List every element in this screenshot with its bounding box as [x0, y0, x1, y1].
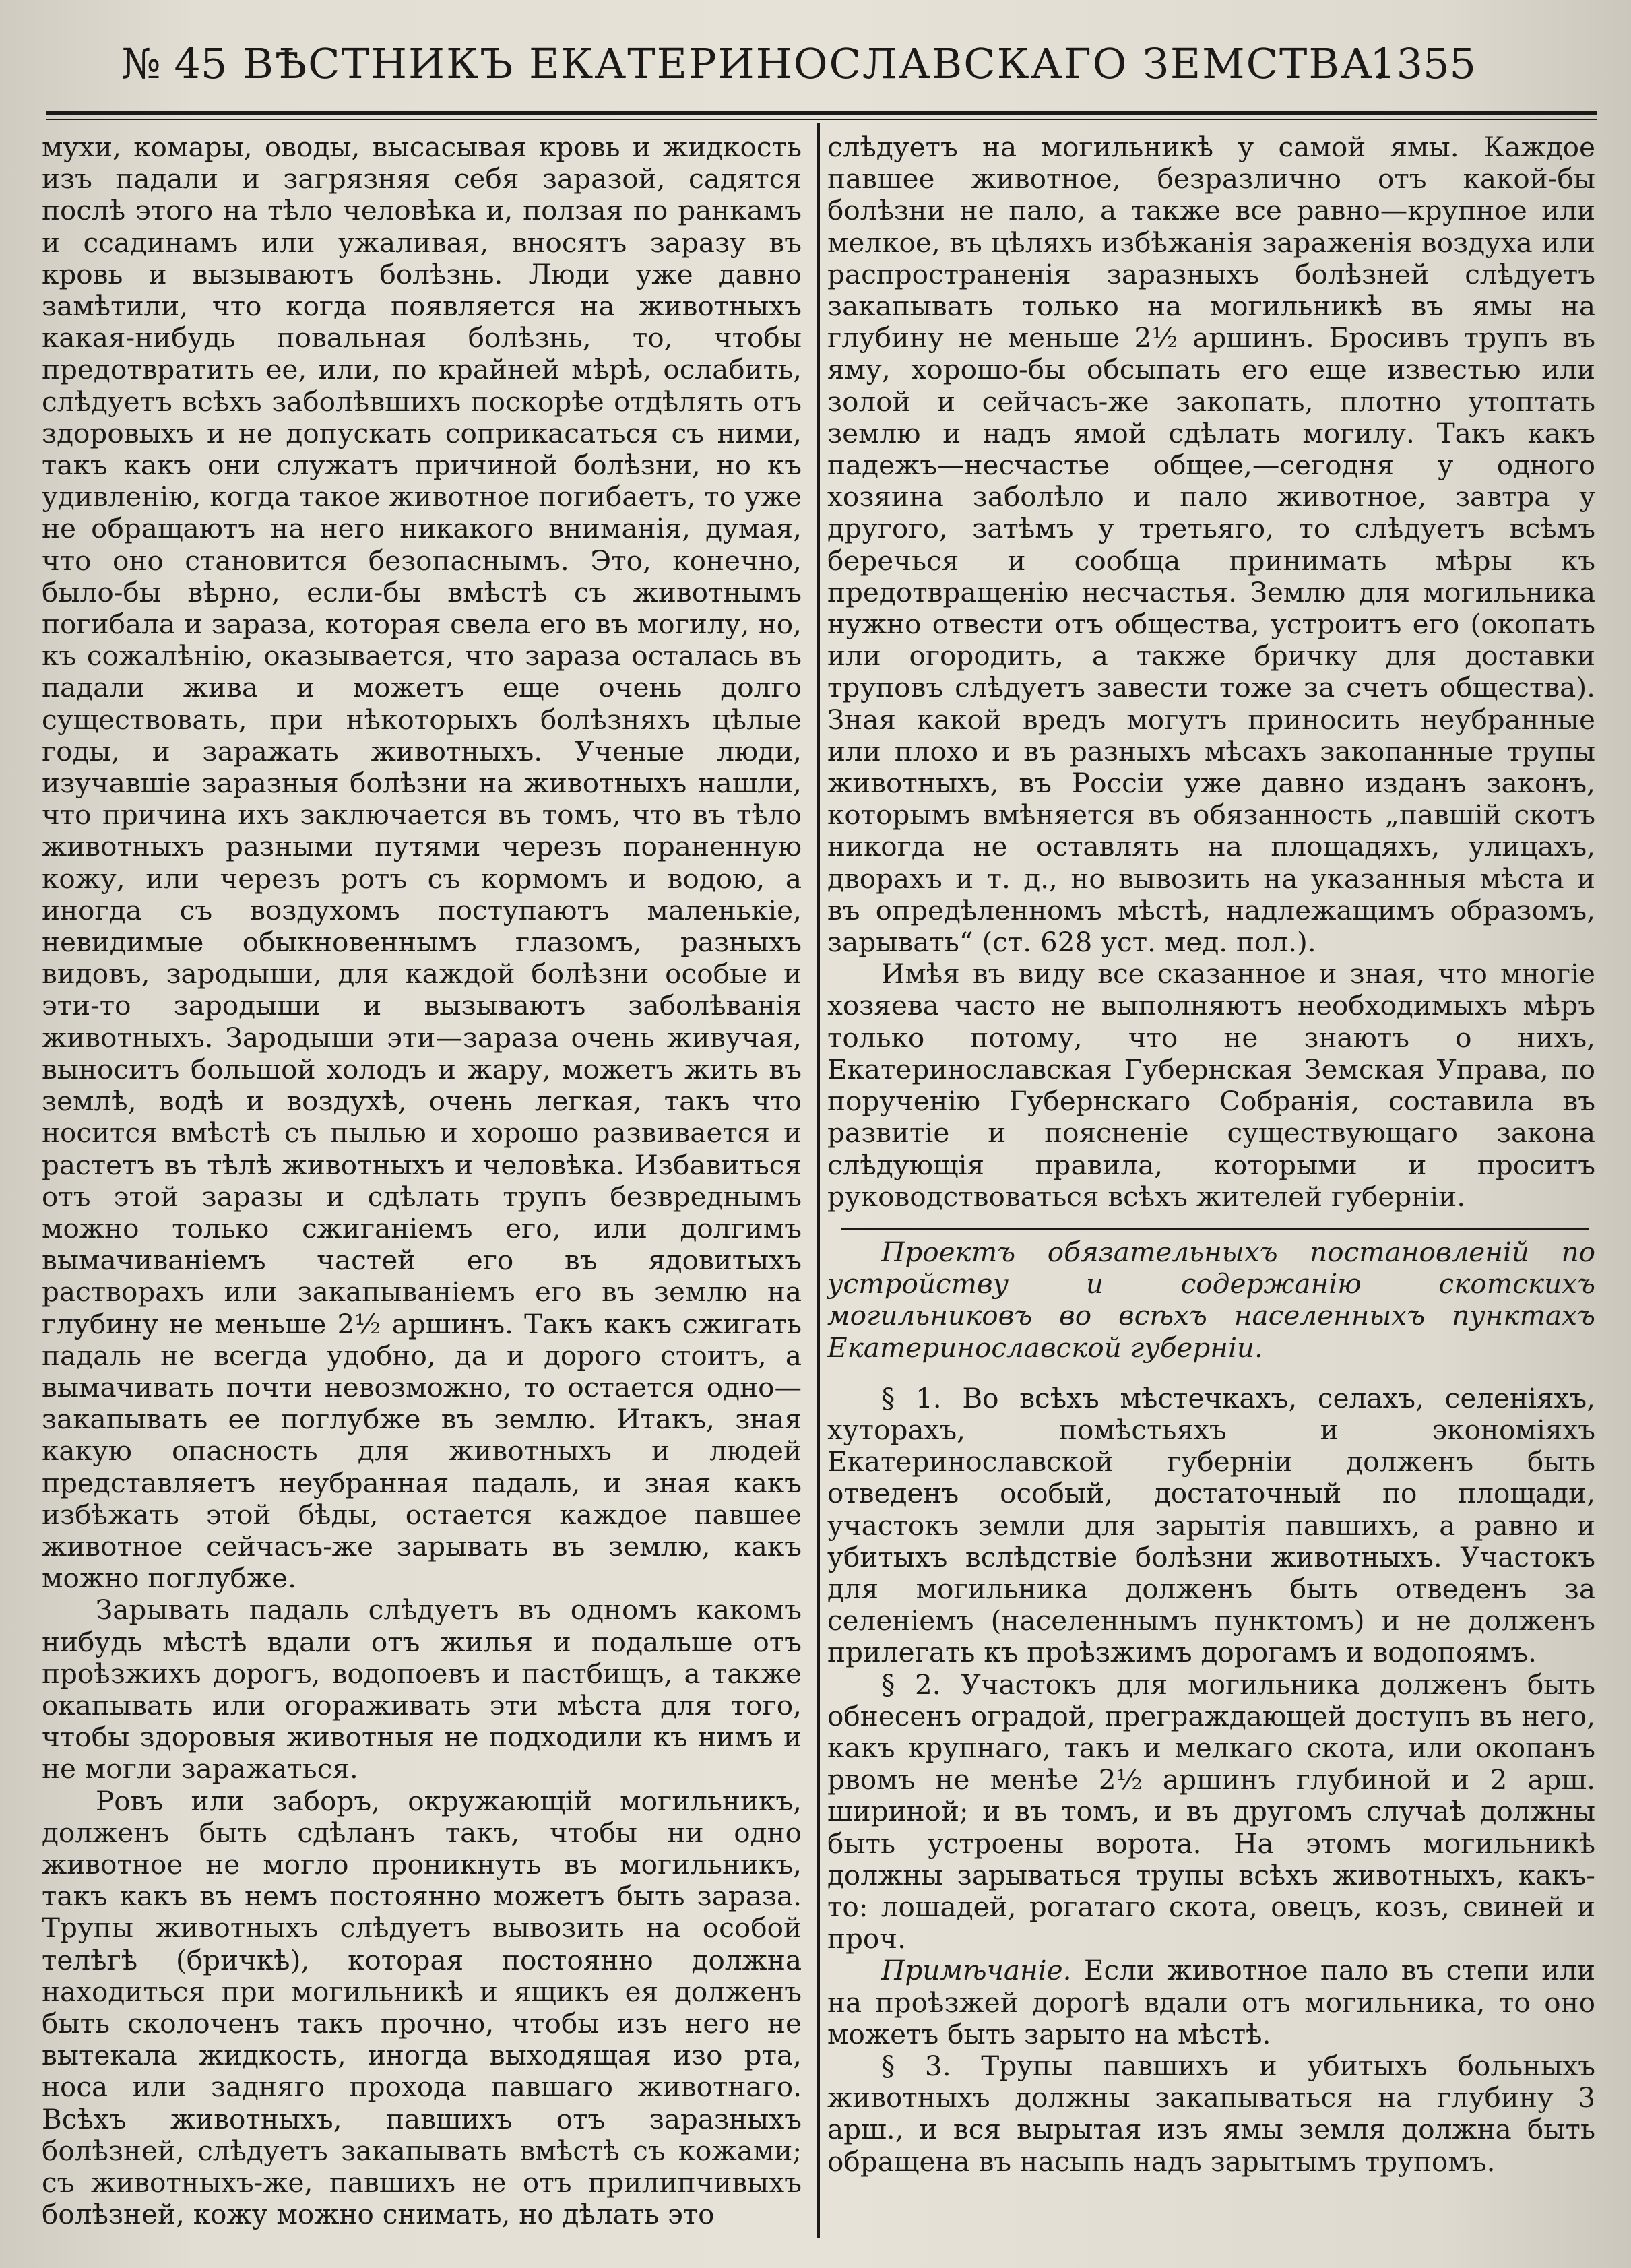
right-paragraph-2: Имѣя въ виду все сказанное и зная, что многіе хозяева часто не выполняютъ необходимыхъ мѣръ только потому, что не знаютъ о нихъ, Екатеринославская Губернская Земская Управа, по порученію Губернскаго Собранія, составила въ развитіе и поясненіе существующаго закона слѣдующія правила, которыми и проситъ руководствоваться всѣхъ жителей губерніи. [827, 957, 1595, 1213]
note-title: Примѣчаніе. [881, 1954, 1072, 1987]
right-column [827, 131, 1595, 2240]
project-title: Проектъ обязательныхъ постановленій по устройству и содержанію скотскихъ могильниковъ во всѣхъ населенныхъ пунктахъ Екатеринославской губерніи. [827, 1235, 1595, 1364]
left-column [42, 131, 802, 2240]
note-paragraph [827, 1955, 1595, 2050]
page-header [40, 27, 1591, 101]
left-paragraph-1: мухи, комары, оводы, высасывая кровь и жидкость изъ падали и загрязняя себя заразой, садятся послѣ этого на тѣло человѣка и, ползая по ранкамъ и ссадинамъ или ужаливая, вносятъ заразу въ кровь и вызываютъ болѣзнь. Люди уже давно замѣтили, что когда появляется на животныхъ какая-нибудь повальная болѣзнь, то, чтобы предотвратить ее, или, по крайней мѣрѣ, ослабить, слѣдуетъ всѣхъ заболѣвшихъ поскорѣе отдѣлять отъ здоровыхъ и не допускать соприкасаться съ ними, такъ какъ они служатъ причиной болѣзни, но къ удивленію, когда такое животное погибаетъ, то уже не обращаютъ на него никакого вниманія, думая, что оно становится безопаснымъ. Это, конечно, было-бы вѣрно, если-бы вмѣстѣ съ животнымъ погибала и зараза, которая свела его въ могилу, но, къ сожалѣнію, оказывается, что зараза осталась въ падали жива и можетъ еще очень долго существовать, при нѣкоторыхъ болѣзняхъ цѣлые годы, и заражать животныхъ. Ученые люди, изучавшіе заразныя болѣзни на животныхъ нашли, что причина ихъ заключается въ томъ, что въ тѣло животныхъ разными путями черезъ пораненную кожу, или черезъ ротъ съ кормомъ и водою, а иногда съ воздухомъ поступаютъ маленькіе, невидимые обыкновеннымъ глазомъ, разныхъ видовъ, зародыши, для каждой болѣзни особые и эти-то зародыши и вызываютъ заболѣванія животныхъ. Зародыши эти—зараза очень живучая, выноситъ большой холодъ и жару, можетъ жить въ землѣ, водѣ и воздухѣ, очень легкая, такъ что носится вмѣстѣ съ пылью и хорошо развивается и растетъ въ тѣлѣ животныхъ и человѣка. Избавиться отъ этой заразы и сдѣлать трупъ безвреднымъ можно только сжиганіемъ его, или долгимъ вымачиваніемъ частей его въ ядовитыхъ растворахъ или закапываніемъ его въ землю на глубину не меньше 2½ аршинъ. Такъ какъ сжигать падаль не всегда удобно, да и дорого стоитъ, а вымачивать почти невозможно, то остается одно—закапывать ее поглубже въ землю. Итакъ, зная какую опасность для животныхъ и людей представляетъ неубранная падаль, и зная какъ избѣжать этой бѣды, остается каждое павшее животное сейчасъ-же зарывать въ землю, какъ можно поглубже. [42, 131, 802, 1595]
page-number: 1355 [1370, 39, 1476, 88]
section-2: § 2. Участокъ для могильника долженъ быть обнесенъ оградой, преграждающей доступъ въ него, какъ крупнаго, такъ и мелкаго скота, или окопанъ рвомъ не менѣе 2½ аршинъ глубиной и 2 арш. шириной; и въ томъ, и въ другомъ случаѣ должны быть устроены ворота. На этомъ могильникѣ должны зарываться трупы всѣхъ животныхъ, какъ-то: лошадей, рогатаго скота, овецъ, козъ, свиней и проч. [827, 1668, 1595, 1955]
section-3: § 3. Трупы павшихъ и убитыхъ больныхъ животныхъ должны закапываться на глубину 3 арш., и вся вырытая изъ ямы земля должна быть обращена въ насыпь надъ зарытымъ трупомъ. [827, 2049, 1595, 2178]
header-rule-thick [46, 111, 1597, 115]
journal-title: ВѢСТНИКЪ ЕКАТЕРИНОСЛАВСКАГО ЗЕМСТВА. [243, 39, 1388, 88]
header-rule-thin [46, 119, 1597, 120]
left-paragraph-2: Зарывать падаль слѣдуетъ въ одномъ какомъ нибудь мѣстѣ вдали отъ жилья и подальше отъ проѣзжихъ дорогъ, водопоевъ и пастбищъ, а также окапывать или огораживать эти мѣста для того, чтобы здоровыя животныя не подходили къ нимъ и не могли заражаться. [42, 1594, 802, 1786]
column-divider [817, 123, 820, 2238]
section-1: § 1. Во всѣхъ мѣстечкахъ, селахъ, селеніяхъ, хуторахъ, помѣстьяхъ и экономіяхъ Екатеринославской губерніи долженъ быть отведенъ особый, достаточный по площади, участокъ земли для зарытія павшихъ, а равно и убитыхъ вслѣдствіе болѣзни животныхъ. Участокъ для могильника долженъ быть отведенъ за селеніемъ (населеннымъ пунктомъ) и не долженъ прилегать къ проѣзжимъ дорогамъ и водопоямъ. [827, 1381, 1595, 1669]
note-text: Если животное пало въ степи или на проѣзжей дорогѣ вдали отъ могильника, то оно можетъ быть зарыто на мѣстѣ. [827, 1954, 1595, 2050]
right-paragraph-1: слѣдуетъ на могильникѣ у самой ямы. Каждое павшее животное, безразлично отъ какой-бы болѣзни не пало, а также все равно—крупное или мелкое, въ цѣляхъ избѣжанія зараженія воздуха или распространенія заразныхъ болѣзней слѣдуетъ закапывать только на могильникѣ въ ямы на глубину не меньше 2½ аршинъ. Бросивъ трупъ въ яму, хорошо-бы обсыпать его еще известью или золой и сейчасъ-же закопать, плотно утоптать землю и надъ ямой сдѣлать могилу. Такъ какъ падежъ—несчастье общее,—сегодня у одного хозяина заболѣло и пало животное, завтра у другого, затѣмъ у третьяго, то слѣдуетъ всѣмъ беречься и сообща принимать мѣры къ предотвращенію несчастья. Землю для могильника нужно отвести отъ общества, устроитъ его (окопать или огородить, а также бричку для доставки труповъ слѣдуетъ завести тоже за счетъ общества). Зная какой вредъ могутъ приносить неубранные или плохо и въ разныхъ мѣсахъ закопанные трупы животныхъ, въ Россіи уже давно изданъ законъ, которымъ вмѣняется въ обязанность „павшій скотъ никогда не оставлять на площадяхъ, улицахъ, дворахъ и т. д., но вывозить на указанныя мѣста и въ опредѣленномъ мѣстѣ, надлежащимъ образомъ, зарывать“ (ст. 628 уст. мед. пол.). [827, 131, 1595, 959]
issue-number: № 45 [121, 39, 228, 88]
left-paragraph-3: Ровъ или заборъ, окружающій могильникъ, долженъ быть сдѣланъ такъ, чтобы ни одно животное не могло проникнуть въ могильникъ, такъ какъ въ немъ постоянно можетъ быть зараза. Трупы животныхъ слѣдуетъ вывозить на особой телѣгѣ (бричкѣ), которая постоянно должна находиться при могильникѣ и ящикъ ея долженъ быть сколоченъ такъ прочно, чтобы изъ него не вытекала жидкость, иногда выходящая изо рта, носа или задняго прохода павшаго животнаго. Всѣхъ животныхъ, павшихъ отъ заразныхъ болѣзней, слѣдуетъ закапывать вмѣстѣ съ кожами; съ животныхъ-же, павшихъ не отъ прилипчивыхъ болѣзней, кожу можно снимать, но дѣлать это [42, 1784, 802, 2231]
